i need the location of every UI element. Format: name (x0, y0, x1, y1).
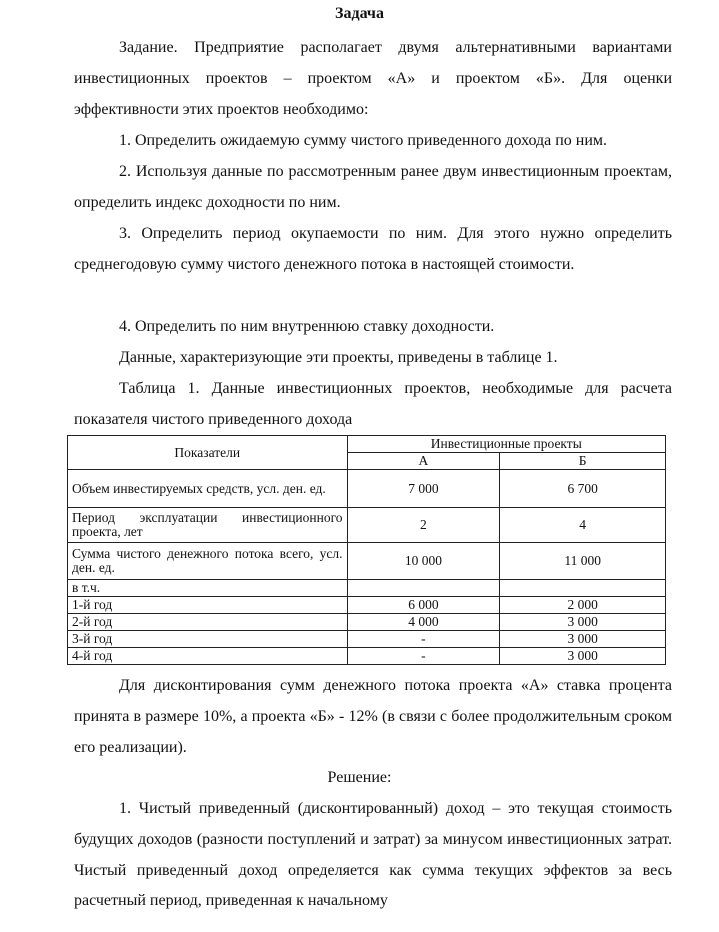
value-project-a: - (347, 631, 500, 648)
discount-rate-paragraph: Для дисконтирования сумм денежного потока проекта «А» ставка процента принята в размере 10%, а проекта «Б» - 12% (в связи с более продолжительным сроком его реализации). (74, 677, 672, 756)
table-row (68, 631, 666, 648)
table-row (68, 648, 666, 665)
document-title: Задача (335, 5, 384, 22)
table-row (68, 470, 666, 508)
row-label: в т.ч. (68, 580, 348, 597)
value-project-b: 11 000 (500, 543, 666, 580)
row-label: Сумма чистого денежного потока всего, усл. ден. ед. (68, 543, 348, 580)
row-label: 4-й год (68, 648, 348, 665)
value-project-a: 7 000 (347, 470, 500, 508)
row-label: 2-й год (68, 614, 348, 631)
table-row (68, 597, 666, 614)
value-project-a: 2 (347, 508, 500, 543)
task-item-4: 4. Определить по ним внутреннюю ставку доходности. (119, 318, 495, 335)
table-row (68, 614, 666, 631)
table-header-row (68, 436, 666, 453)
solution-heading: Решение: (327, 769, 392, 786)
value-project-a: 6 000 (347, 597, 500, 614)
row-label: Объем инвестируемых средств, усл. ден. ед. (68, 470, 348, 508)
header-indicators: Показатели (68, 436, 348, 470)
value-project-b: 3 000 (500, 631, 666, 648)
solution-paragraph: 1. Чистый приведенный (дисконтированный) доход – это текущая стоимость будущих доходов (разности поступлений и затрат) за минусом инвестиционных затрат. Чистый приведенный доход определяется как сумма текущих эффектов за весь расчетный период, приведенная к начальному (74, 800, 672, 910)
value-project-a (347, 580, 500, 597)
task-paragraph: Задание. Предприятие располагает двумя альтернативными вариантами инвестиционных проектов – проектом «А» и проектом «Б». Для оценки эффективности этих проектов необходимо: (74, 39, 672, 118)
task-item-2: 2. Используя данные по рассмотренным ранее двум инвестиционным проектам, определить индекс доходности по ним. (74, 163, 672, 211)
value-project-b: 2 000 (500, 597, 666, 614)
table-row (68, 580, 666, 597)
row-label: 1-й год (68, 597, 348, 614)
header-project-a: А (347, 453, 500, 470)
value-project-a: 4 000 (347, 614, 500, 631)
row-label: 3-й год (68, 631, 348, 648)
value-project-a: 10 000 (347, 543, 500, 580)
value-project-b: 6 700 (500, 470, 666, 508)
table-row (68, 508, 666, 543)
value-project-b (500, 580, 666, 597)
value-project-b: 4 (500, 508, 666, 543)
task-item-3: 3. Определить период окупаемости по ним. Для этого нужно определить среднегодовую сумму чистого денежного потока в настоящей стоимости. (74, 225, 672, 273)
value-project-b: 3 000 (500, 648, 666, 665)
header-project-b: Б (500, 453, 666, 470)
header-investment-projects: Инвестиционные проекты (347, 436, 665, 453)
value-project-b: 3 000 (500, 614, 666, 631)
row-label: Период эксплуатации инвестиционного проекта, лет (68, 508, 348, 543)
investment-projects-table (67, 435, 666, 665)
table-row (68, 543, 666, 580)
table-caption: Таблица 1. Данные инвестиционных проектов, необходимые для расчета показателя чистого приведенного дохода (74, 380, 672, 428)
value-project-a: - (347, 648, 500, 665)
task-item-1: 1. Определить ожидаемую сумму чистого приведенного дохода по ним. (119, 132, 608, 149)
data-intro-paragraph: Данные, характеризующие эти проекты, приведены в таблице 1. (119, 349, 558, 366)
